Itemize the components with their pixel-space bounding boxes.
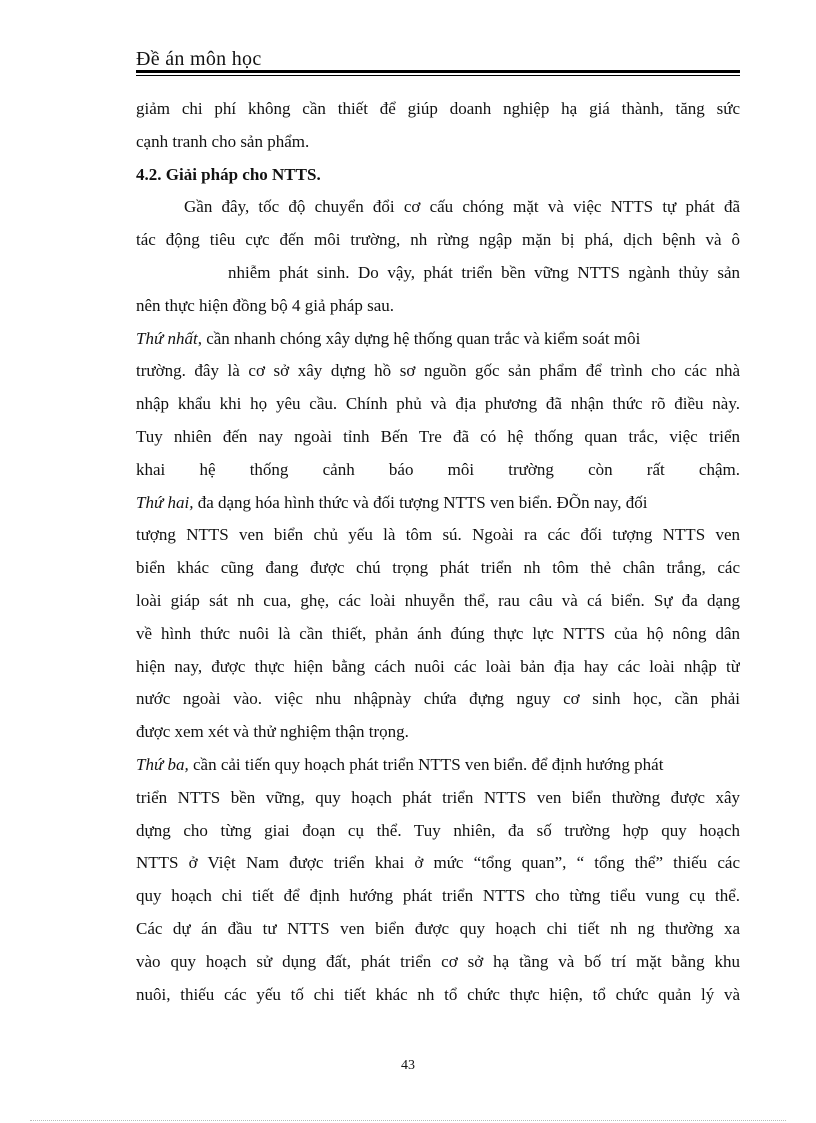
text-line: Các dự án đầu tư NTTS ven biển được quy hoạch chi tiết nh ng thường xa	[136, 918, 740, 938]
emphasis-text: Thứ ba,	[136, 754, 189, 774]
text-line: nhiễm phát sinh. Do vậy, phát triển bền vững NTTS ngành thủy sản	[228, 262, 740, 282]
text-line: về hình thức nuôi là cần thiết, phản ánh đúng thực lực NTTS của hộ nông dân	[136, 623, 740, 643]
text-segment: đa dạng hóa hình thức và đối tượng NTTS ven biển. ĐÕn nay, đối	[193, 492, 648, 512]
text-segment: , cần nhanh chóng xây dựng hệ thống quan trắc và kiểm soát môi	[197, 328, 641, 348]
text-line: được xem xét và thử nghiệm thận trọng.	[136, 722, 409, 742]
text-line: trường. đây là cơ sở xây dựng hồ sơ nguồn gốc sản phẩm để trình cho các nhà	[136, 361, 740, 381]
text-line: triển NTTS bền vững, quy hoạch phát triển NTTS ven biển thường được xây	[136, 787, 740, 807]
text-line: dựng cho từng giai đoạn cụ thể. Tuy nhiên, đa số trường hợp quy hoạch	[136, 820, 740, 840]
text-line: nhập khẩu khi họ yêu cầu. Chính phủ và địa phương đã nhận thức rõ điều này.	[136, 394, 740, 414]
emphasis-text: Thứ nhất	[136, 328, 198, 348]
emphasis-text: Thứ hai,	[136, 492, 194, 512]
text-line: Gần đây, tốc độ chuyển đổi cơ cấu chóng mặt và việc NTTS tự phát đã	[184, 197, 740, 217]
body-text	[136, 93, 740, 1011]
header-rule-thin	[136, 75, 740, 76]
text-line: quy hoạch chi tiết để định hướng phát triển NTTS cho từng tiểu vung cụ thể.	[136, 886, 740, 906]
text-line	[136, 749, 740, 782]
text-line: giảm chi phí không cần thiết để giúp doanh nghiệp hạ giá thành, tăng sức	[136, 99, 740, 118]
text-line	[136, 323, 740, 356]
header-rule-thick	[136, 70, 740, 73]
page-header-title: Đề án môn học	[136, 48, 262, 70]
page-number: 43	[401, 1058, 415, 1073]
text-line: vào quy hoạch sử dụng đất, phát triển cơ sở hạ tầng và bố trí mặt bằng khu	[136, 951, 740, 971]
text-line: cạnh tranh cho sản phẩm.	[136, 131, 310, 151]
text-line: loài giáp sát nh cua, ghẹ, các loài nhuyễn thể, rau câu và cá biển. Sự đa dạng	[136, 590, 740, 610]
text-line: nước ngoài vào. việc nhu nhậpnày chứa đựng nguy cơ sinh học, cần phải	[136, 689, 740, 709]
text-line: Tuy nhiên đến nay ngoài tỉnh Bến Tre đã có hệ thống quan trắc, việc triển	[136, 426, 740, 446]
text-line: biển khác cũng đang được chú trọng phát triển nh tôm thẻ chân trắng, các	[136, 558, 740, 578]
text-line: hiện nay, được thực hiện bằng cách nuôi các loài bản địa hay các loài nhập từ	[136, 656, 740, 676]
page-bottom-dotted-rule	[30, 1120, 786, 1121]
section-heading: 4.2. Giải pháp cho NTTS.	[136, 164, 321, 184]
text-segment: cần cải tiến quy hoạch phát triển NTTS ven biển. để định hướng phát	[188, 754, 664, 774]
text-line: tác động tiêu cực đến môi trường, nh rừng ngập mặn bị phá, dịch bệnh và ô	[136, 230, 740, 250]
text-line: NTTS ở Việt Nam được triển khai ở mức “tổng quan”, “ tổng thể” thiếu các	[136, 853, 740, 873]
text-line	[136, 487, 740, 520]
text-line: nuôi, thiếu các yếu tố chi tiết khác nh tổ chức thực hiện, tổ chức quản lý và	[136, 984, 740, 1004]
text-line: tượng NTTS ven biển chủ yếu là tôm sú. Ngoài ra các đối tượng NTTS ven	[136, 525, 740, 545]
text-line: khai hệ thống cảnh báo môi trường còn rất chậm.	[136, 459, 740, 479]
text-line: nên thực hiện đồng bộ 4 giả pháp sau.	[136, 295, 395, 315]
